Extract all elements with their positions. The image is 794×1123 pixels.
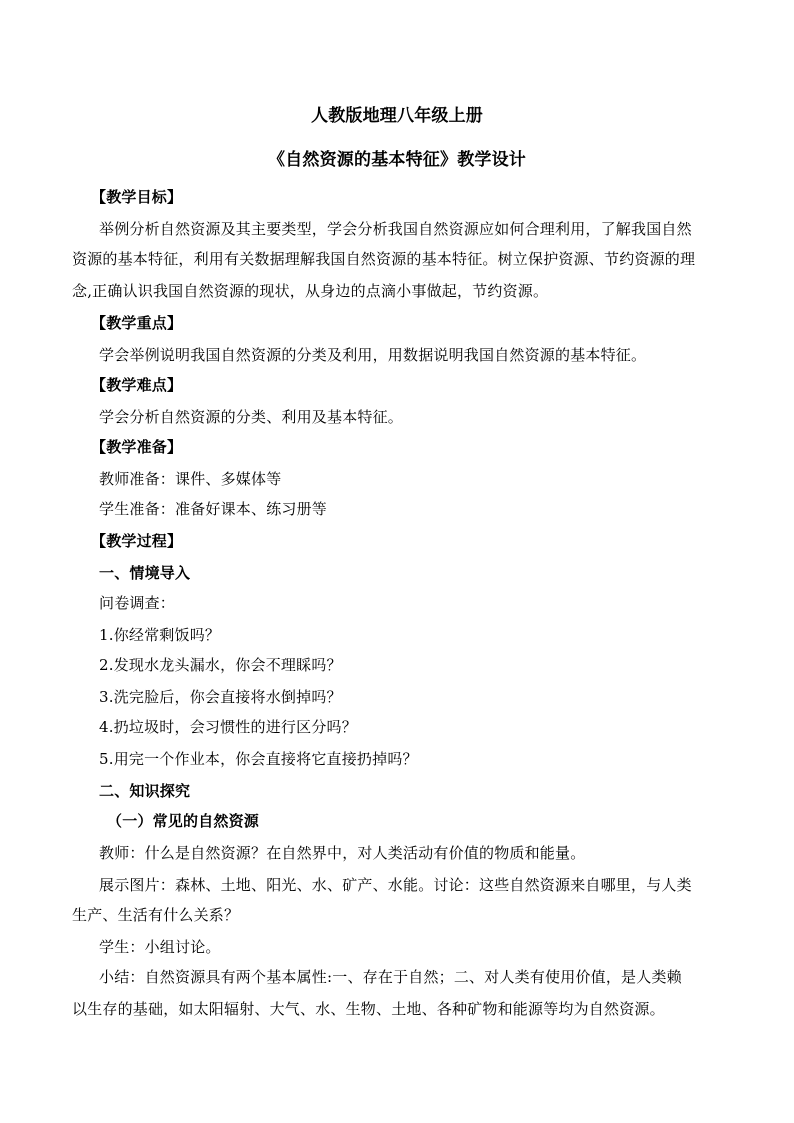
objectives-line: 念,正确认识我国自然资源的现状，从身边的点滴小事做起，节约资源。: [72, 282, 549, 300]
survey-question: 2.发现水龙头漏水，你会不理睬吗？: [99, 656, 342, 674]
objectives-line: 举例分析自然资源及其主要类型，学会分析我国自然资源应如何合理利用，了解我国自然: [99, 220, 692, 238]
key-points-heading: 【教学重点】: [91, 314, 183, 332]
document-title: 人教版地理八年级上册: [311, 106, 483, 126]
teacher-preparation: 教师准备：课件、多媒体等: [99, 470, 282, 488]
difficulties-text: 学会分析自然资源的分类、利用及基本特征。: [99, 408, 404, 426]
objectives-line: 资源的基本特征，利用有关数据理解我国自然资源的基本特征。树立保护资源、节约资源的理: [72, 250, 696, 268]
process-heading: 【教学过程】: [91, 532, 183, 550]
survey-label: 问卷调查：: [99, 594, 176, 612]
preparation-heading: 【教学准备】: [91, 438, 183, 456]
summary-line: 小结：自然资源具有两个基本属性:一、存在于自然；二、对人类有使用价值，是人类赖: [99, 968, 682, 986]
part1-heading: 一、情境导入: [99, 564, 191, 582]
part2-heading: 二、知识探究: [99, 782, 191, 800]
document-subtitle: 《自然资源的基本特征》教学设计: [268, 150, 526, 170]
summary-line: 以生存的基础，如太阳辐射、大气、水、生物、土地、各种矿物和能源等均为自然资源。: [72, 1000, 665, 1018]
student-preparation: 学生准备：准备好课本、练习册等: [99, 500, 328, 518]
objectives-heading: 【教学目标】: [91, 188, 183, 206]
key-points-text: 学会举例说明我国自然资源的分类及利用，用数据说明我国自然资源的基本特征。: [99, 346, 647, 364]
difficulties-heading: 【教学难点】: [91, 376, 183, 394]
survey-question: 1.你经常剩饭吗？: [99, 626, 221, 644]
sub1-heading: （一）常见的自然资源: [107, 812, 260, 830]
show-images-line: 展示图片：森林、土地、阳光、水、矿产、水能。讨论：这些自然资源来自哪里，与人类: [99, 876, 692, 894]
show-images-line: 生产、生活有什么关系？: [72, 906, 240, 924]
survey-question: 4.扔垃圾时，会习惯性的进行区分吗？: [99, 718, 357, 736]
student-line: 学生：小组讨论。: [99, 938, 221, 956]
survey-question: 5.用完一个作业本，你会直接将它直接扔掉吗？: [99, 750, 418, 768]
teacher-line: 教师：什么是自然资源？在自然界中，对人类活动有价值的物质和能量。: [99, 844, 586, 862]
survey-question: 3.洗完脸后，你会直接将水倒掉吗？: [99, 688, 342, 706]
